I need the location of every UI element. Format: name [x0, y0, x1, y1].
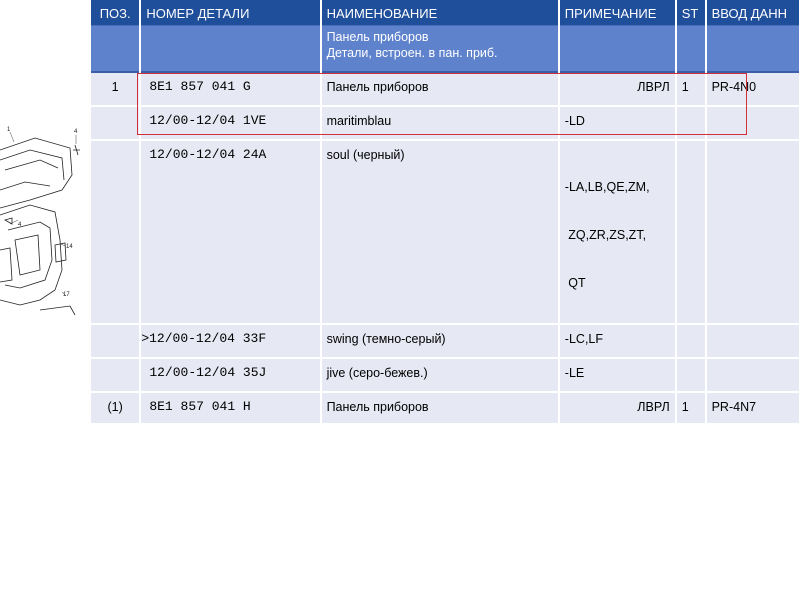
cell-part-number: 12/00-12/04 35J: [141, 359, 319, 393]
parts-diagram: [0, 120, 90, 315]
callout-label: 4: [18, 222, 22, 228]
cell-input-data: [707, 107, 799, 141]
subheader-empty-cell: [141, 25, 319, 73]
group-subtitle: Детали, встроен. в пан. приб.: [326, 46, 498, 60]
cell-pos: 1: [91, 73, 139, 107]
table-row[interactable]: [91, 107, 799, 141]
cell-note: ЛВРЛ: [560, 73, 675, 107]
cell-pos: (1): [91, 393, 139, 425]
callout-label: 1: [7, 127, 11, 133]
cell-st: 1: [677, 393, 705, 425]
cell-st: 1: [677, 73, 705, 107]
cell-pos: [91, 325, 139, 359]
parts-catalog-table: [90, 0, 800, 414]
column-header-st[interactable]: ST: [677, 0, 705, 25]
group-subheader-row: [91, 25, 799, 73]
subheader-empty-cell: [560, 25, 675, 73]
cell-st: [677, 141, 705, 325]
column-header-pos[interactable]: ПОЗ.: [91, 0, 139, 25]
group-title: Панель приборов: [326, 30, 429, 44]
cell-part-number: 8E1 857 041 G: [141, 73, 319, 107]
cell-part-number: 8E1 857 041 H: [141, 393, 319, 425]
table-row[interactable]: [91, 393, 799, 425]
cell-name: Панель приборов: [322, 73, 558, 107]
cell-st: [677, 325, 705, 359]
cell-note: -LD: [560, 107, 675, 141]
cell-part-number: >12/00-12/04 33F: [141, 325, 319, 359]
cell-name: jive (серо-бежев.): [322, 359, 558, 393]
subheader-empty-cell: [91, 25, 139, 73]
table-row[interactable]: [91, 325, 799, 359]
callout-label: 17: [63, 292, 70, 298]
callout-label: 14: [66, 244, 73, 250]
table-row[interactable]: [91, 359, 799, 393]
cell-input-data: [707, 359, 799, 393]
column-header-input-data[interactable]: ВВОД ДАНН: [707, 0, 799, 25]
cell-name: maritimblau: [322, 107, 558, 141]
cell-st: [677, 359, 705, 393]
cell-st: [677, 107, 705, 141]
subheader-empty-cell: [677, 25, 705, 73]
table-header-row: [91, 0, 799, 25]
cell-input-data: [707, 325, 799, 359]
cell-name: soul (черный): [322, 141, 558, 325]
cell-part-number: 12/00-12/04 1VE: [141, 107, 319, 141]
column-header-note[interactable]: ПРИМЕЧАНИЕ: [560, 0, 675, 25]
cell-input-data: PR-4N0: [707, 73, 799, 107]
note-line: -LA,LB,QE,ZM,: [564, 180, 650, 194]
table-row[interactable]: [91, 141, 799, 325]
note-line: ZQ,ZR,ZS,ZT,: [564, 228, 647, 242]
cell-pos: [91, 359, 139, 393]
cell-pos: [91, 107, 139, 141]
cell-pos: [91, 141, 139, 325]
table-row[interactable]: [91, 73, 799, 107]
cell-part-number: 12/00-12/04 24A: [141, 141, 319, 325]
cell-name: Панель приборов: [322, 393, 558, 425]
note-line: QT: [564, 276, 586, 290]
cell-note: -LC,LF: [560, 325, 675, 359]
cell-note: ЛВРЛ: [560, 393, 675, 425]
cell-note: [560, 141, 675, 325]
cell-input-data: [707, 141, 799, 325]
group-title-cell: [322, 25, 558, 73]
callout-label: 4: [74, 129, 78, 135]
subheader-empty-cell: [707, 25, 799, 73]
cell-input-data: PR-4N7: [707, 393, 799, 425]
column-header-name[interactable]: НАИМЕНОВАНИЕ: [322, 0, 558, 25]
cell-note: -LE: [560, 359, 675, 393]
cell-name: swing (темно-серый): [322, 325, 558, 359]
column-header-part-number[interactable]: НОМЕР ДЕТАЛИ: [141, 0, 319, 25]
